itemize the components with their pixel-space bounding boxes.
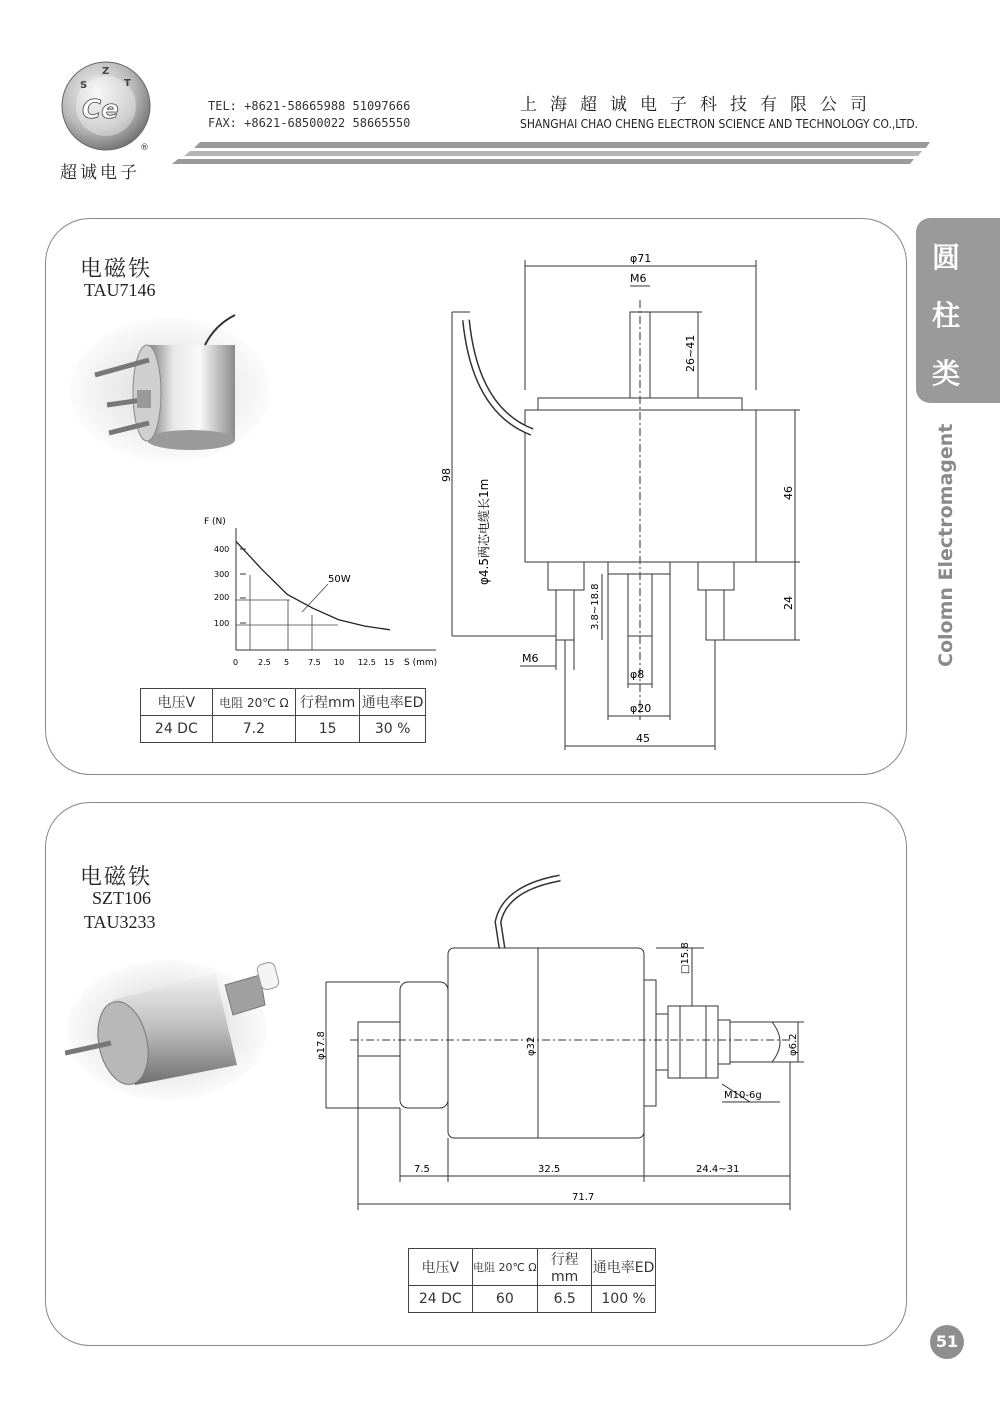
tel-line: TEL: +8621-58665988 51097666 <box>208 99 411 113</box>
spec-header-duty: 通电率ED <box>592 1249 656 1286</box>
graph-y-label: F (N) <box>204 517 226 527</box>
category-char-3: 类 <box>931 357 960 390</box>
fax-line: FAX: +8621-68500022 58665550 <box>208 116 411 130</box>
graph-x-tick: 2.5 <box>258 658 271 667</box>
dim-26-41: 26~41 <box>684 334 697 372</box>
spec-value-row <box>141 716 426 743</box>
spec-header-row <box>409 1249 656 1286</box>
spec-header-duty: 通电率ED <box>360 689 426 716</box>
logo-letter-s: S <box>80 80 88 91</box>
logo-letter-t: T <box>124 78 131 89</box>
graph-y-tick: 300 <box>214 570 230 579</box>
dim-phi6-2: φ6.2 <box>788 1033 799 1056</box>
registered-mark: ® <box>140 143 149 152</box>
product-1-model: TAU7146 <box>84 280 156 300</box>
dim-m6-top: M6 <box>630 272 647 285</box>
spec-header-resistance: 电阻 20℃ Ω <box>212 689 296 716</box>
contact-block <box>208 98 410 132</box>
spec-value-resistance: 7.2 <box>212 716 296 743</box>
dim-45: 45 <box>636 732 650 745</box>
dim-3-8-18-8: 3.8~18.8 <box>590 583 601 630</box>
spec-header-stroke: 行程mm <box>538 1249 592 1286</box>
brand-name-cn: 超诚电子 <box>60 163 140 183</box>
graph-x-tick: 12.5 <box>358 658 376 667</box>
technical-drawing-1 <box>440 240 810 760</box>
spec-header-resistance: 电阻 20℃ Ω <box>472 1249 538 1286</box>
dim-phi20: φ20 <box>630 702 652 715</box>
dim-71-7: 71.7 <box>572 1192 595 1203</box>
force-curve <box>236 541 390 629</box>
spec-header-stroke: 行程mm <box>296 689 360 716</box>
product-2-photo <box>65 945 295 1100</box>
dim-32-5: 32.5 <box>538 1164 561 1175</box>
graph-y-tick: 400 <box>214 545 230 554</box>
logo-mark: Ce <box>82 95 119 125</box>
dim-phi32: φ32 <box>526 1036 537 1056</box>
category-char-2: 柱 <box>931 299 960 332</box>
force-stroke-graph <box>200 510 440 680</box>
dim-24-4-31: 24.4~31 <box>696 1164 740 1175</box>
category-english-text: Colomn Electromagent <box>935 423 957 667</box>
category-tab <box>916 218 1000 403</box>
company-logo <box>60 60 152 152</box>
graph-x-tick: 0 <box>233 658 239 667</box>
spec-header-voltage: 电压V <box>141 689 213 716</box>
spec-value-duty: 30 % <box>360 716 426 743</box>
spec-value-resistance: 60 <box>472 1286 538 1313</box>
product-1-title: 电磁铁 <box>80 257 153 282</box>
dim-46: 46 <box>782 486 795 500</box>
spec-value-duty: 100 % <box>592 1286 656 1313</box>
dim-7-5: 7.5 <box>414 1164 430 1175</box>
dim-phi8: φ8 <box>630 668 645 681</box>
dim-phi17-8: φ17.8 <box>316 1031 327 1060</box>
dim-m10: M10-6g <box>724 1090 762 1101</box>
dim-phi71: φ71 <box>630 252 652 265</box>
dim-m6-bottom: M6 <box>522 652 539 665</box>
spec-header-row <box>141 689 426 716</box>
spec-header-voltage: 电压V <box>409 1249 473 1286</box>
product-2-model-1: SZT106 <box>92 888 152 908</box>
spec-table-1 <box>140 688 426 743</box>
graph-x-tick: 10 <box>334 658 345 667</box>
graph-x-tick: 7.5 <box>308 658 321 667</box>
spec-value-stroke: 15 <box>296 716 360 743</box>
spec-value-stroke: 6.5 <box>538 1286 592 1313</box>
spec-table-2 <box>408 1248 656 1313</box>
spec-value-row <box>409 1286 656 1313</box>
company-name-cn: 上海超诚电子科技有限公司 <box>520 95 880 115</box>
logo-letter-z: Z <box>102 66 110 77</box>
dim-square-15-8: □15.8 <box>680 942 691 974</box>
product-2-model-2: TAU3233 <box>84 912 156 932</box>
company-name-en: SHANGHAI CHAO CHENG ELECTRON SCIENCE AND TECHNOLOGY CO.,LTD. <box>520 116 919 131</box>
header-stripes <box>170 136 930 170</box>
category-english <box>919 415 969 670</box>
technical-drawing-2 <box>310 870 820 1215</box>
dim-24: 24 <box>782 596 795 610</box>
graph-curve-label: 50W <box>328 574 351 585</box>
graph-y-tick: 100 <box>214 619 230 628</box>
dim-98: 98 <box>440 468 453 482</box>
graph-x-label: S (mm) <box>404 658 438 668</box>
product-2-title: 电磁铁 <box>80 865 153 890</box>
cable-note: φ4.5两芯电缆长1m <box>477 478 491 585</box>
spec-value-voltage: 24 DC <box>141 716 213 743</box>
graph-y-tick: 200 <box>214 593 230 602</box>
page-number: 51 <box>930 1325 964 1359</box>
graph-x-tick: 5 <box>284 658 290 667</box>
product-1-photo <box>65 305 275 465</box>
category-char-1: 圆 <box>931 241 960 274</box>
graph-x-tick: 15 <box>384 658 395 667</box>
spec-value-voltage: 24 DC <box>409 1286 473 1313</box>
